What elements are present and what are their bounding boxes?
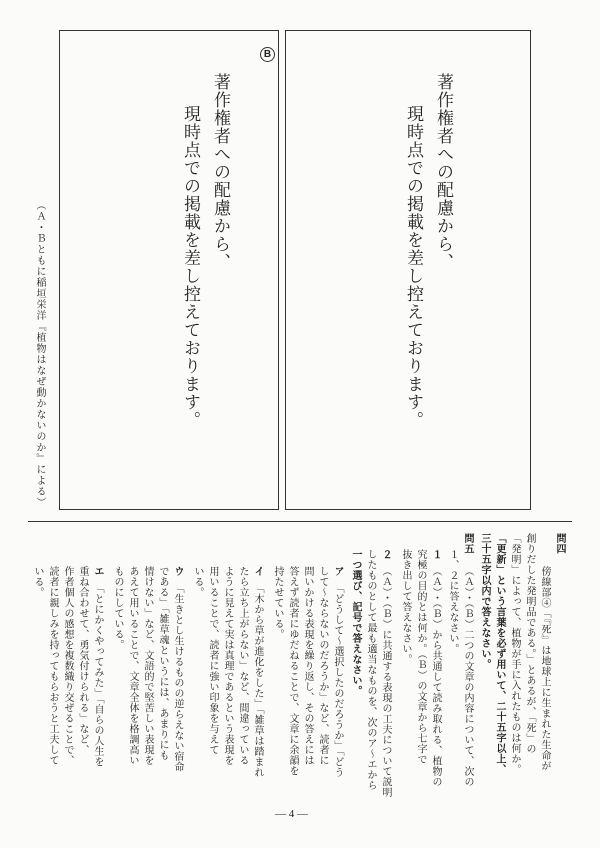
page-number: — 4 —: [275, 808, 308, 820]
question-5-1-line: 抜き出して答えなさい。: [400, 549, 411, 665]
question-5-number: 問五: [462, 533, 473, 554]
copyright-notice-b-line2: 現時点での掲載を差し控えております。: [180, 105, 200, 429]
question-4-line: 傍線部④「『死』は地球上に生まれた生命が: [539, 566, 550, 771]
section-divider: [28, 521, 572, 522]
option-i-line: たら立ち上がらない」など、間違っている: [237, 566, 248, 766]
option-e-line: いる。: [32, 566, 43, 598]
copyright-notice-a-line1: 著作権者への配慮から、: [433, 73, 453, 271]
question-4-number: 問四: [554, 533, 565, 554]
option-u-line: ものにしている。: [112, 566, 123, 650]
copyright-notice-b-line1: 著作権者への配慮から、: [210, 73, 230, 271]
option-a-line: 答えず読者にゆだねることで、文章に余韻を: [287, 566, 298, 776]
option-i-line: 「木から草が進化をした」「雑草は踏まれ: [252, 583, 263, 778]
question-4-line: 「更新」という言葉を必ず用いて、二十五字以上、: [494, 533, 505, 775]
option-a-line: 問いかける表現を繰り返し、その答えには: [302, 566, 313, 766]
option-e-line: 作者個人の感想を複数織り交ぜることで、: [62, 566, 73, 766]
question-5-2-line: （Ａ）・（Ｂ）に共通する表現の工夫について説明: [380, 566, 391, 798]
question-5-1-line: （Ａ）・（Ｂ）から共通して読み取れる、植物の: [430, 566, 441, 787]
option-a-line: して〜ならないのだろうか」など、読者に: [317, 566, 328, 766]
option-a-mark: ア: [332, 566, 343, 577]
option-u-mark: ウ: [172, 566, 183, 577]
option-a-line: 持たせている。: [272, 566, 283, 640]
question-5-2-line: 一つ選び、記号で答えなさい。: [350, 549, 361, 696]
option-u-line: 情けない」など、文語的で堅苦しい表現を: [142, 566, 153, 766]
option-e-line: 読者に親しみを持ってもらおうと工夫して: [47, 566, 58, 766]
option-u-line: 「生きとし生けるものの逆らえない宿命: [172, 583, 183, 772]
option-i-line: いる。: [192, 566, 203, 598]
question-5-2-number: ２: [380, 549, 391, 560]
excerpt-box-a: [285, 30, 531, 510]
option-e-line: 「とにかくやってみた」「自らの人生を: [92, 583, 103, 767]
option-u-line: である」「雑草魂というには、あまりにも: [157, 566, 168, 761]
option-e-mark: エ: [92, 566, 103, 577]
option-e-line: 重ね合わせて、勇気付けられる」など、: [77, 566, 88, 755]
option-i-mark: イ: [252, 566, 263, 577]
copyright-notice-a-line2: 現時点での掲載を差し控えております。: [403, 105, 423, 429]
question-5-line: （Ａ）・（Ｂ）二つの文章の内容について、次の: [462, 566, 473, 787]
question-5-1-number: １: [430, 549, 441, 560]
excerpt-box-b: [59, 30, 279, 510]
question-4-line: 「発明」によって、植物が手に入れたものは何か。: [509, 533, 520, 775]
question-5-1-line: 究極の目的とは何か。（Ｂ）の文章から七字で: [415, 549, 426, 765]
option-i-line: ように見えて実は真理であるという表現を: [222, 566, 233, 766]
excerpt-label-b: B: [260, 47, 275, 62]
option-u-line: あえて用いることで、文章全体を格調高い: [127, 566, 138, 766]
option-a-line: 「どうして〜選択したのだろうか」「どう: [332, 583, 343, 778]
question-4-line: 三十五字以内で答えなさい。: [479, 533, 490, 670]
question-5-line: １、２に答えなさい。: [447, 549, 458, 654]
source-citation: （Ａ・Ｂともに稲垣栄洋『植物はなぜ動かないのか』による）: [34, 200, 45, 508]
option-i-line: 用いることで、読者に強い印象を与えて: [207, 566, 218, 755]
question-5-2-line: したものとして最も適当なものを、次のア〜エから: [365, 549, 376, 791]
question-4-line: 創りだした発明品である。」とあるが、「死」の: [524, 533, 535, 754]
